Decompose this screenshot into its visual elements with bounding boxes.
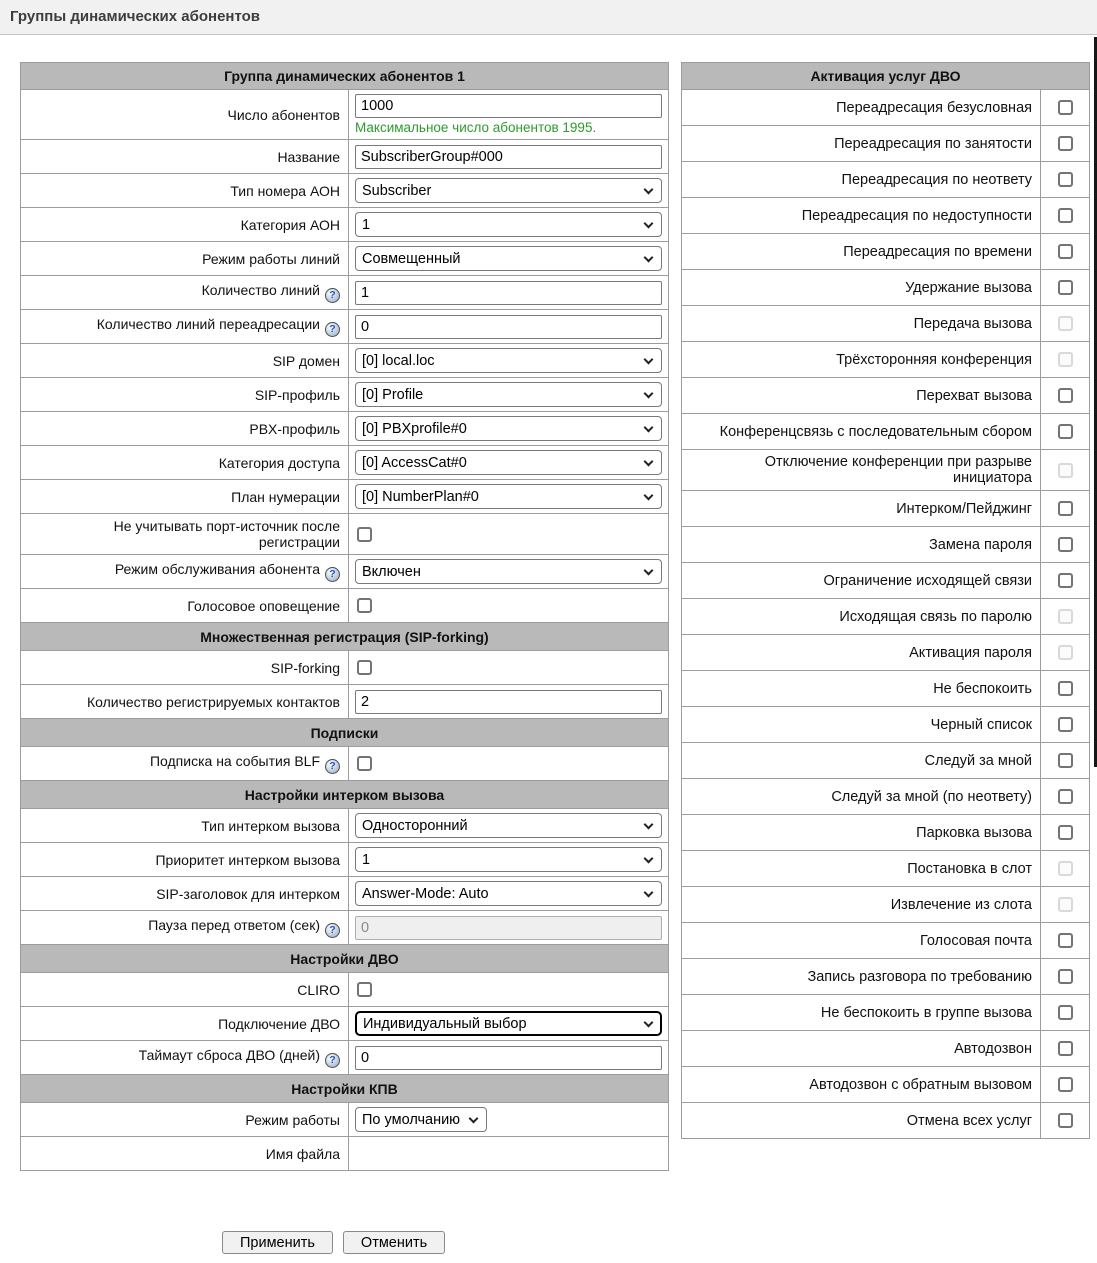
dropdown[interactable] bbox=[355, 382, 662, 407]
help-icon[interactable]: ? bbox=[325, 288, 340, 303]
field-control-cell bbox=[349, 685, 669, 719]
field-label: Категория АОН bbox=[240, 216, 340, 233]
service-label: Голосовая почта bbox=[682, 923, 1041, 959]
field-control-cell bbox=[349, 174, 669, 208]
field-label: PBX-профиль bbox=[249, 420, 340, 437]
service-checkbox-cell bbox=[1041, 887, 1090, 923]
field-label-cell bbox=[21, 651, 349, 685]
field-control-cell bbox=[349, 877, 669, 911]
service-label: Трёхсторонняя конференция bbox=[682, 342, 1041, 378]
field-label: Не учитывать порт-источник после регистрации bbox=[113, 518, 340, 550]
field-label-cell bbox=[21, 276, 349, 310]
service-checkbox[interactable] bbox=[1058, 1077, 1073, 1092]
field-control-cell bbox=[349, 480, 669, 514]
field-label: Количество линий переадресации bbox=[96, 316, 320, 333]
form-row-1 bbox=[21, 140, 669, 174]
cancel-button[interactable]: Отменить bbox=[343, 1231, 445, 1254]
dropdown[interactable] bbox=[355, 559, 662, 584]
section-header: Множественная регистрация (SIP-forking) bbox=[21, 623, 669, 651]
checkbox[interactable] bbox=[357, 982, 372, 997]
service-checkbox bbox=[1058, 897, 1073, 912]
service-row-0 bbox=[682, 90, 1090, 126]
checkbox[interactable] bbox=[357, 660, 372, 675]
service-checkbox-cell bbox=[1041, 563, 1090, 599]
service-row-26 bbox=[682, 1031, 1090, 1067]
form-row-28 bbox=[21, 1041, 669, 1075]
field-control-cell bbox=[349, 589, 669, 623]
section-header: Подписки bbox=[21, 719, 669, 747]
service-label: Передача вызова bbox=[682, 306, 1041, 342]
field-label-cell bbox=[21, 1137, 349, 1171]
field-label-cell bbox=[21, 378, 349, 412]
dropdown[interactable] bbox=[355, 246, 662, 271]
dvo-services-table bbox=[681, 62, 1090, 1139]
field-label-cell bbox=[21, 242, 349, 276]
field-label-cell bbox=[21, 1007, 349, 1041]
service-label: Переадресация безусловная bbox=[682, 90, 1041, 126]
service-row-22 bbox=[682, 887, 1090, 923]
field-label-cell bbox=[21, 809, 349, 843]
form-row-0 bbox=[21, 90, 669, 140]
service-checkbox bbox=[1058, 463, 1073, 478]
field-control-cell bbox=[349, 911, 669, 945]
field-control-cell bbox=[349, 1007, 669, 1041]
subscriber-group-title: Группа динамических абонентов 1 bbox=[21, 63, 669, 90]
service-checkbox-cell bbox=[1041, 378, 1090, 414]
service-checkbox-cell bbox=[1041, 1031, 1090, 1067]
form-row-9 bbox=[21, 412, 669, 446]
service-label: Черный список bbox=[682, 707, 1041, 743]
field-control-cell bbox=[349, 1137, 669, 1171]
service-checkbox[interactable] bbox=[1058, 136, 1073, 151]
service-row-13 bbox=[682, 563, 1090, 599]
service-row-14 bbox=[682, 599, 1090, 635]
form-row-8 bbox=[21, 378, 669, 412]
service-checkbox[interactable] bbox=[1058, 573, 1073, 588]
form-row-13 bbox=[21, 555, 669, 589]
service-checkbox[interactable] bbox=[1058, 753, 1073, 768]
form-row-3 bbox=[21, 208, 669, 242]
service-checkbox-cell bbox=[1041, 995, 1090, 1031]
form-row-4 bbox=[21, 242, 669, 276]
field-label-cell bbox=[21, 412, 349, 446]
service-row-19 bbox=[682, 779, 1090, 815]
service-label: Не беспокоить в группе вызова bbox=[682, 995, 1041, 1031]
service-row-17 bbox=[682, 707, 1090, 743]
dvo-table-title: Активация услуг ДВО bbox=[682, 63, 1090, 90]
text-input[interactable] bbox=[355, 916, 662, 940]
field-label: Режим работы bbox=[245, 1111, 340, 1128]
dropdown[interactable] bbox=[355, 847, 662, 872]
section-header: Настройки КПВ bbox=[21, 1075, 669, 1103]
dropdown[interactable] bbox=[355, 1107, 487, 1132]
form-row-22 bbox=[21, 843, 669, 877]
service-checkbox-cell bbox=[1041, 90, 1090, 126]
dropdown[interactable] bbox=[355, 348, 662, 373]
service-checkbox[interactable] bbox=[1058, 280, 1073, 295]
field-control-cell bbox=[349, 140, 669, 174]
service-checkbox[interactable] bbox=[1058, 681, 1073, 696]
field-control-cell bbox=[349, 90, 669, 140]
service-checkbox-cell bbox=[1041, 599, 1090, 635]
field-label: Тип номера АОН bbox=[230, 182, 340, 199]
page-title: Группы динамических абонентов bbox=[0, 0, 1097, 35]
field-label-cell bbox=[21, 843, 349, 877]
field-control-cell bbox=[349, 809, 669, 843]
subscriber-group-table bbox=[20, 62, 669, 1171]
form-row-17 bbox=[21, 685, 669, 719]
form-row-31 bbox=[21, 1137, 669, 1171]
form-row-21 bbox=[21, 809, 669, 843]
service-label: Следуй за мной (по неответу) bbox=[682, 779, 1041, 815]
service-row-5 bbox=[682, 270, 1090, 306]
service-row-28 bbox=[682, 1103, 1090, 1139]
field-label: Таймаут сброса ДВО (дней) bbox=[138, 1047, 320, 1064]
dropdown[interactable] bbox=[355, 416, 662, 441]
service-row-24 bbox=[682, 959, 1090, 995]
service-row-2 bbox=[682, 162, 1090, 198]
field-label-cell bbox=[21, 480, 349, 514]
service-checkbox[interactable] bbox=[1058, 388, 1073, 403]
service-row-25 bbox=[682, 995, 1090, 1031]
field-label: Число абонентов bbox=[227, 106, 340, 123]
field-note: Максимальное число абонентов 1995. bbox=[355, 120, 597, 135]
field-label: Количество регистрируемых контактов bbox=[86, 693, 340, 710]
field-control-cell bbox=[349, 208, 669, 242]
service-checkbox-cell bbox=[1041, 306, 1090, 342]
checkbox[interactable] bbox=[357, 527, 372, 542]
text-input[interactable] bbox=[355, 145, 662, 169]
service-checkbox-cell bbox=[1041, 270, 1090, 306]
service-checkbox[interactable] bbox=[1058, 100, 1073, 115]
field-control-cell bbox=[349, 378, 669, 412]
service-checkbox[interactable] bbox=[1058, 969, 1073, 984]
field-label-cell bbox=[21, 1103, 349, 1137]
field-label: Режим работы линий bbox=[202, 250, 340, 267]
service-row-21 bbox=[682, 851, 1090, 887]
service-checkbox-cell bbox=[1041, 450, 1090, 491]
service-checkbox-cell bbox=[1041, 779, 1090, 815]
service-row-6 bbox=[682, 306, 1090, 342]
field-label: План нумерации bbox=[231, 488, 340, 505]
service-checkbox-cell bbox=[1041, 1103, 1090, 1139]
section-row-15 bbox=[21, 623, 669, 651]
field-label-cell bbox=[21, 973, 349, 1007]
table-title-row bbox=[682, 63, 1090, 90]
form-row-24 bbox=[21, 911, 669, 945]
section-row-29 bbox=[21, 1075, 669, 1103]
service-row-15 bbox=[682, 635, 1090, 671]
field-label: Подписка на события BLF bbox=[149, 753, 320, 770]
service-row-20 bbox=[682, 815, 1090, 851]
service-checkbox-cell bbox=[1041, 959, 1090, 995]
service-label: Активация пароля bbox=[682, 635, 1041, 671]
service-label: Не беспокоить bbox=[682, 671, 1041, 707]
form-row-23 bbox=[21, 877, 669, 911]
form-row-30 bbox=[21, 1103, 669, 1137]
service-label: Извлечение из слота bbox=[682, 887, 1041, 923]
form-row-11 bbox=[21, 480, 669, 514]
field-control-cell bbox=[349, 242, 669, 276]
field-control-cell bbox=[349, 412, 669, 446]
service-checkbox-cell bbox=[1041, 851, 1090, 887]
service-row-7 bbox=[682, 342, 1090, 378]
form-row-7 bbox=[21, 344, 669, 378]
service-checkbox[interactable] bbox=[1058, 825, 1073, 840]
field-label-cell bbox=[21, 1041, 349, 1075]
section-header: Настройки интерком вызова bbox=[21, 781, 669, 809]
dropdown[interactable] bbox=[355, 212, 662, 237]
checkbox[interactable] bbox=[357, 598, 372, 613]
service-checkbox-cell bbox=[1041, 198, 1090, 234]
field-label-cell bbox=[21, 911, 349, 945]
service-checkbox[interactable] bbox=[1058, 208, 1073, 223]
field-label-cell bbox=[21, 589, 349, 623]
field-label: Пауза перед ответом (сек) bbox=[148, 917, 320, 934]
field-label: Голосовое оповещение bbox=[187, 597, 340, 614]
field-label: Количество линий bbox=[201, 282, 320, 299]
field-control-cell bbox=[349, 843, 669, 877]
checkbox[interactable] bbox=[357, 756, 372, 771]
field-label-cell bbox=[21, 877, 349, 911]
service-label: Удержание вызова bbox=[682, 270, 1041, 306]
help-icon[interactable]: ? bbox=[325, 1053, 340, 1068]
dropdown[interactable] bbox=[355, 178, 662, 203]
service-label: Переадресация по времени bbox=[682, 234, 1041, 270]
service-checkbox-cell bbox=[1041, 162, 1090, 198]
field-label: Категория доступа bbox=[218, 454, 340, 471]
service-label: Запись разговора по требованию bbox=[682, 959, 1041, 995]
field-label: SIP-заголовок для интерком bbox=[156, 885, 340, 902]
service-row-23 bbox=[682, 923, 1090, 959]
service-checkbox[interactable] bbox=[1058, 1041, 1073, 1056]
service-checkbox-cell bbox=[1041, 126, 1090, 162]
service-label: Автодозвон bbox=[682, 1031, 1041, 1067]
service-checkbox[interactable] bbox=[1058, 537, 1073, 552]
field-label-cell bbox=[21, 140, 349, 174]
text-input[interactable] bbox=[355, 1046, 662, 1070]
service-checkbox-cell bbox=[1041, 671, 1090, 707]
field-control-cell bbox=[349, 310, 669, 344]
section-header: Настройки ДВО bbox=[21, 945, 669, 973]
field-label: Приоритет интерком вызова bbox=[155, 851, 340, 868]
field-control-cell bbox=[349, 973, 669, 1007]
dropdown[interactable] bbox=[355, 813, 662, 838]
field-control-cell bbox=[349, 344, 669, 378]
service-label: Парковка вызова bbox=[682, 815, 1041, 851]
field-control-cell bbox=[349, 446, 669, 480]
service-row-18 bbox=[682, 743, 1090, 779]
service-checkbox bbox=[1058, 609, 1073, 624]
field-label-cell bbox=[21, 174, 349, 208]
help-icon[interactable]: ? bbox=[325, 923, 340, 938]
field-label: SIP домен bbox=[272, 352, 340, 369]
form-row-16 bbox=[21, 651, 669, 685]
section-row-18 bbox=[21, 719, 669, 747]
service-label: Постановка в слот bbox=[682, 851, 1041, 887]
field-control-cell bbox=[349, 514, 669, 555]
form-row-27 bbox=[21, 1007, 669, 1041]
service-checkbox bbox=[1058, 645, 1073, 660]
field-label: CLIRO bbox=[297, 981, 340, 998]
service-label: Следуй за мной bbox=[682, 743, 1041, 779]
service-row-27 bbox=[682, 1067, 1090, 1103]
service-checkbox[interactable] bbox=[1058, 244, 1073, 259]
field-control-cell bbox=[349, 1041, 669, 1075]
service-checkbox-cell bbox=[1041, 635, 1090, 671]
service-row-10 bbox=[682, 450, 1090, 491]
form-row-12 bbox=[21, 514, 669, 555]
service-checkbox-cell bbox=[1041, 743, 1090, 779]
service-checkbox[interactable] bbox=[1058, 933, 1073, 948]
service-label: Интерком/Пейджинг bbox=[682, 491, 1041, 527]
service-label: Переадресация по неответу bbox=[682, 162, 1041, 198]
field-control-cell bbox=[349, 747, 669, 781]
service-checkbox[interactable] bbox=[1058, 1113, 1073, 1128]
form-row-10 bbox=[21, 446, 669, 480]
service-row-1 bbox=[682, 126, 1090, 162]
service-checkbox-cell bbox=[1041, 234, 1090, 270]
service-checkbox[interactable] bbox=[1058, 424, 1073, 439]
field-label: Тип интерком вызова bbox=[201, 817, 340, 834]
field-label: Подключение ДВО bbox=[218, 1015, 340, 1032]
text-input[interactable] bbox=[355, 94, 662, 118]
service-label: Автодозвон с обратным вызовом bbox=[682, 1067, 1041, 1103]
field-label: Режим обслуживания абонента bbox=[114, 561, 320, 578]
service-row-3 bbox=[682, 198, 1090, 234]
field-label-cell bbox=[21, 514, 349, 555]
dropdown[interactable] bbox=[355, 450, 662, 475]
service-row-12 bbox=[682, 527, 1090, 563]
text-input[interactable] bbox=[355, 281, 662, 305]
field-label-cell bbox=[21, 310, 349, 344]
service-checkbox-cell bbox=[1041, 923, 1090, 959]
service-checkbox-cell bbox=[1041, 707, 1090, 743]
service-label: Переадресация по недоступности bbox=[682, 198, 1041, 234]
field-control-cell bbox=[349, 555, 669, 589]
form-row-19 bbox=[21, 747, 669, 781]
service-row-8 bbox=[682, 378, 1090, 414]
service-label: Переадресация по занятости bbox=[682, 126, 1041, 162]
form-row-2 bbox=[21, 174, 669, 208]
field-control-cell bbox=[349, 276, 669, 310]
field-label: Имя файла bbox=[265, 1145, 340, 1162]
field-label: SIP-forking bbox=[270, 659, 340, 676]
service-row-4 bbox=[682, 234, 1090, 270]
help-icon[interactable]: ? bbox=[325, 567, 340, 582]
service-checkbox bbox=[1058, 352, 1073, 367]
field-label-cell bbox=[21, 208, 349, 242]
form-actions bbox=[222, 1231, 445, 1254]
apply-button[interactable]: Применить bbox=[222, 1231, 333, 1254]
dropdown[interactable] bbox=[355, 1011, 662, 1036]
service-checkbox bbox=[1058, 861, 1073, 876]
service-label: Исходящая связь по паролю bbox=[682, 599, 1041, 635]
service-checkbox[interactable] bbox=[1058, 1005, 1073, 1020]
dropdown[interactable] bbox=[355, 881, 662, 906]
text-input[interactable] bbox=[355, 315, 662, 339]
field-control-cell bbox=[349, 651, 669, 685]
field-label-cell bbox=[21, 344, 349, 378]
field-label: SIP-профиль bbox=[254, 386, 340, 403]
field-label-cell bbox=[21, 555, 349, 589]
form-row-14 bbox=[21, 589, 669, 623]
dropdown[interactable] bbox=[355, 484, 662, 509]
service-label: Конференцсвязь с последовательным сбором bbox=[682, 414, 1041, 450]
service-checkbox[interactable] bbox=[1058, 501, 1073, 516]
service-checkbox bbox=[1058, 316, 1073, 331]
service-checkbox[interactable] bbox=[1058, 172, 1073, 187]
service-checkbox[interactable] bbox=[1058, 789, 1073, 804]
field-label-cell bbox=[21, 685, 349, 719]
form-row-26 bbox=[21, 973, 669, 1007]
help-icon[interactable]: ? bbox=[325, 759, 340, 774]
service-label: Отмена всех услуг bbox=[682, 1103, 1041, 1139]
service-label: Ограничение исходящей связи bbox=[682, 563, 1041, 599]
service-checkbox[interactable] bbox=[1058, 717, 1073, 732]
field-label: Название bbox=[277, 148, 340, 165]
section-row-20 bbox=[21, 781, 669, 809]
service-checkbox-cell bbox=[1041, 815, 1090, 851]
field-label-cell bbox=[21, 90, 349, 140]
field-control-cell bbox=[349, 1103, 669, 1137]
table-title-row bbox=[21, 63, 669, 90]
field-label-cell bbox=[21, 747, 349, 781]
service-row-16 bbox=[682, 671, 1090, 707]
service-checkbox-cell bbox=[1041, 342, 1090, 378]
service-row-9 bbox=[682, 414, 1090, 450]
service-label: Замена пароля bbox=[682, 527, 1041, 563]
help-icon[interactable]: ? bbox=[325, 322, 340, 337]
service-row-11 bbox=[682, 491, 1090, 527]
form-row-5 bbox=[21, 276, 669, 310]
form-row-6 bbox=[21, 310, 669, 344]
field-label-cell bbox=[21, 446, 349, 480]
service-checkbox-cell bbox=[1041, 491, 1090, 527]
text-input[interactable] bbox=[355, 690, 662, 714]
section-row-25 bbox=[21, 945, 669, 973]
service-label: Отключение конференции при разрыве инициатора bbox=[682, 450, 1041, 491]
service-checkbox-cell bbox=[1041, 414, 1090, 450]
service-checkbox-cell bbox=[1041, 527, 1090, 563]
service-checkbox-cell bbox=[1041, 1067, 1090, 1103]
service-label: Перехват вызова bbox=[682, 378, 1041, 414]
